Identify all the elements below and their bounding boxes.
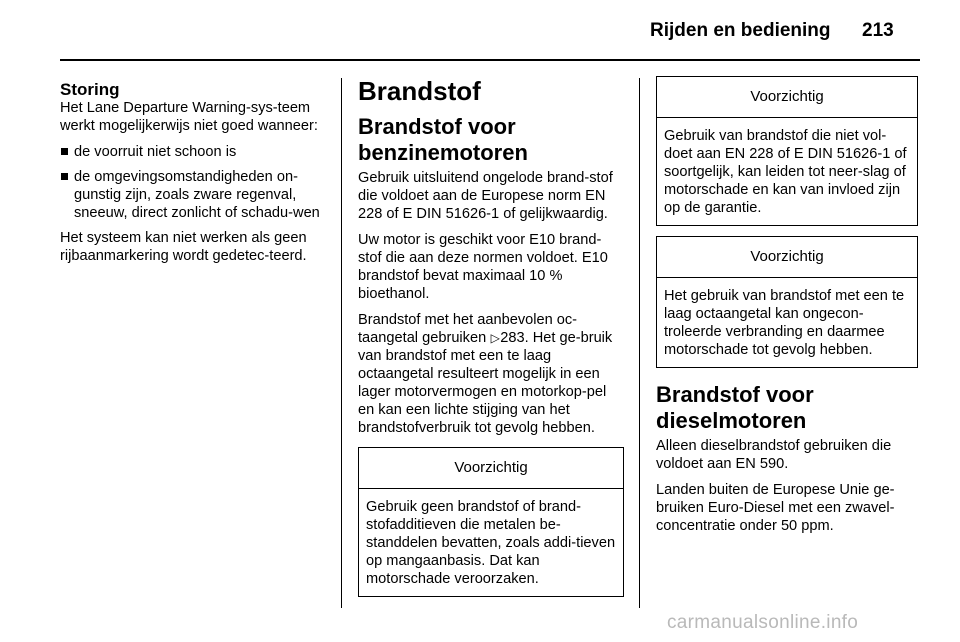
paragraph: Gebruik uitsluitend ongelode brand-stof die voldoet aan de Europese norm EN 228 of E DIN 51626-1 of gelijkwaardig. — [358, 170, 613, 222]
column-divider-2 — [639, 78, 640, 608]
storing-closing: Het systeem kan niet werken als geen rijbaanmarkering wordt gedetec-teerd. — [60, 230, 307, 264]
page-header-title: Rijden en bediening — [650, 20, 831, 41]
paragraph-part: . Het ge-bruik van brandstof met een te laag octaangetal resulteert mogelijk in een lager motorvermogen en motorkop-pel en kan een lichte stijging van het brandstofverbruik tot gevolg hebben. — [358, 330, 613, 436]
storing-intro: Het Lane Departure Warning-sys-teem werkt mogelijkerwijs niet goed wanneer: — [60, 100, 318, 134]
paragraph: Alleen dieselbrandstof gebruiken die voldoet aan EN 590. — [656, 438, 892, 472]
subheading-diesel: Brandstof voor dieselmotoren — [656, 382, 814, 433]
caution-label: Voorzichtig — [657, 77, 917, 118]
caution-box — [656, 236, 918, 368]
paragraph-part: Brandstof met het aanbevolen oc-taangetal gebruiken — [358, 312, 578, 346]
paragraph: Landen buiten de Europese Unie ge-bruiken Euro-Diesel met een zwavel-concentratie onder 50 ppm. — [656, 482, 895, 534]
subheading-benzine: Brandstof voor benzinemotoren — [358, 114, 528, 165]
bullet-text: de omgevingsomstandigheden on-gunstig zijn, zoals zware regenval, sneeuw, direct zonlicht of schadu-wen — [74, 169, 320, 221]
caution-label: Voorzichtig — [657, 237, 917, 278]
right-column — [656, 76, 918, 543]
list-item — [60, 168, 326, 222]
header-rule — [60, 59, 920, 61]
caution-box — [358, 447, 624, 597]
column-divider-1 — [341, 78, 342, 608]
section-title-storing: Storing — [60, 80, 120, 99]
paragraph: Uw motor is geschikt voor E10 brand-stof die aan deze normen voldoet. E10 brandstof bevat maximaal 10 % bioethanol. — [358, 232, 608, 302]
watermark: carmanualsonline.info — [667, 612, 859, 633]
right-triangle-arrow-icon: ▷ — [490, 331, 500, 345]
caution-text: Gebruik van brandstof die niet vol-doet aan EN 228 of E DIN 51626-1 of soortgelijk, kan leiden tot neer-slag of motorschade en kan van invloed zijn op de garantie. — [664, 128, 907, 216]
page-number: 213 — [862, 20, 894, 41]
paragraph — [358, 311, 624, 437]
left-column — [60, 80, 326, 273]
caution-text: Gebruik geen brandstof of brand-stofadditieven die metalen be-standdelen bevatten, zoals addi-tieven op mangaanbasis. Dat kan motorschade veroorzaken. — [366, 499, 616, 587]
square-bullet-icon — [61, 173, 68, 180]
caution-box — [656, 76, 918, 226]
list-item — [60, 143, 326, 161]
page-reference[interactable]: 283 — [500, 330, 525, 346]
caution-label: Voorzichtig — [359, 448, 623, 489]
middle-column — [358, 76, 624, 605]
square-bullet-icon — [61, 148, 68, 155]
caution-text: Het gebruik van brandstof met een te laag octaangetal kan ongecon-troleerde verbranding en daarmee motorschade tot gevolg hebben. — [664, 288, 905, 358]
bullet-text: de voorruit niet schoon is — [74, 144, 237, 160]
heading-brandstof: Brandstof — [358, 76, 481, 106]
